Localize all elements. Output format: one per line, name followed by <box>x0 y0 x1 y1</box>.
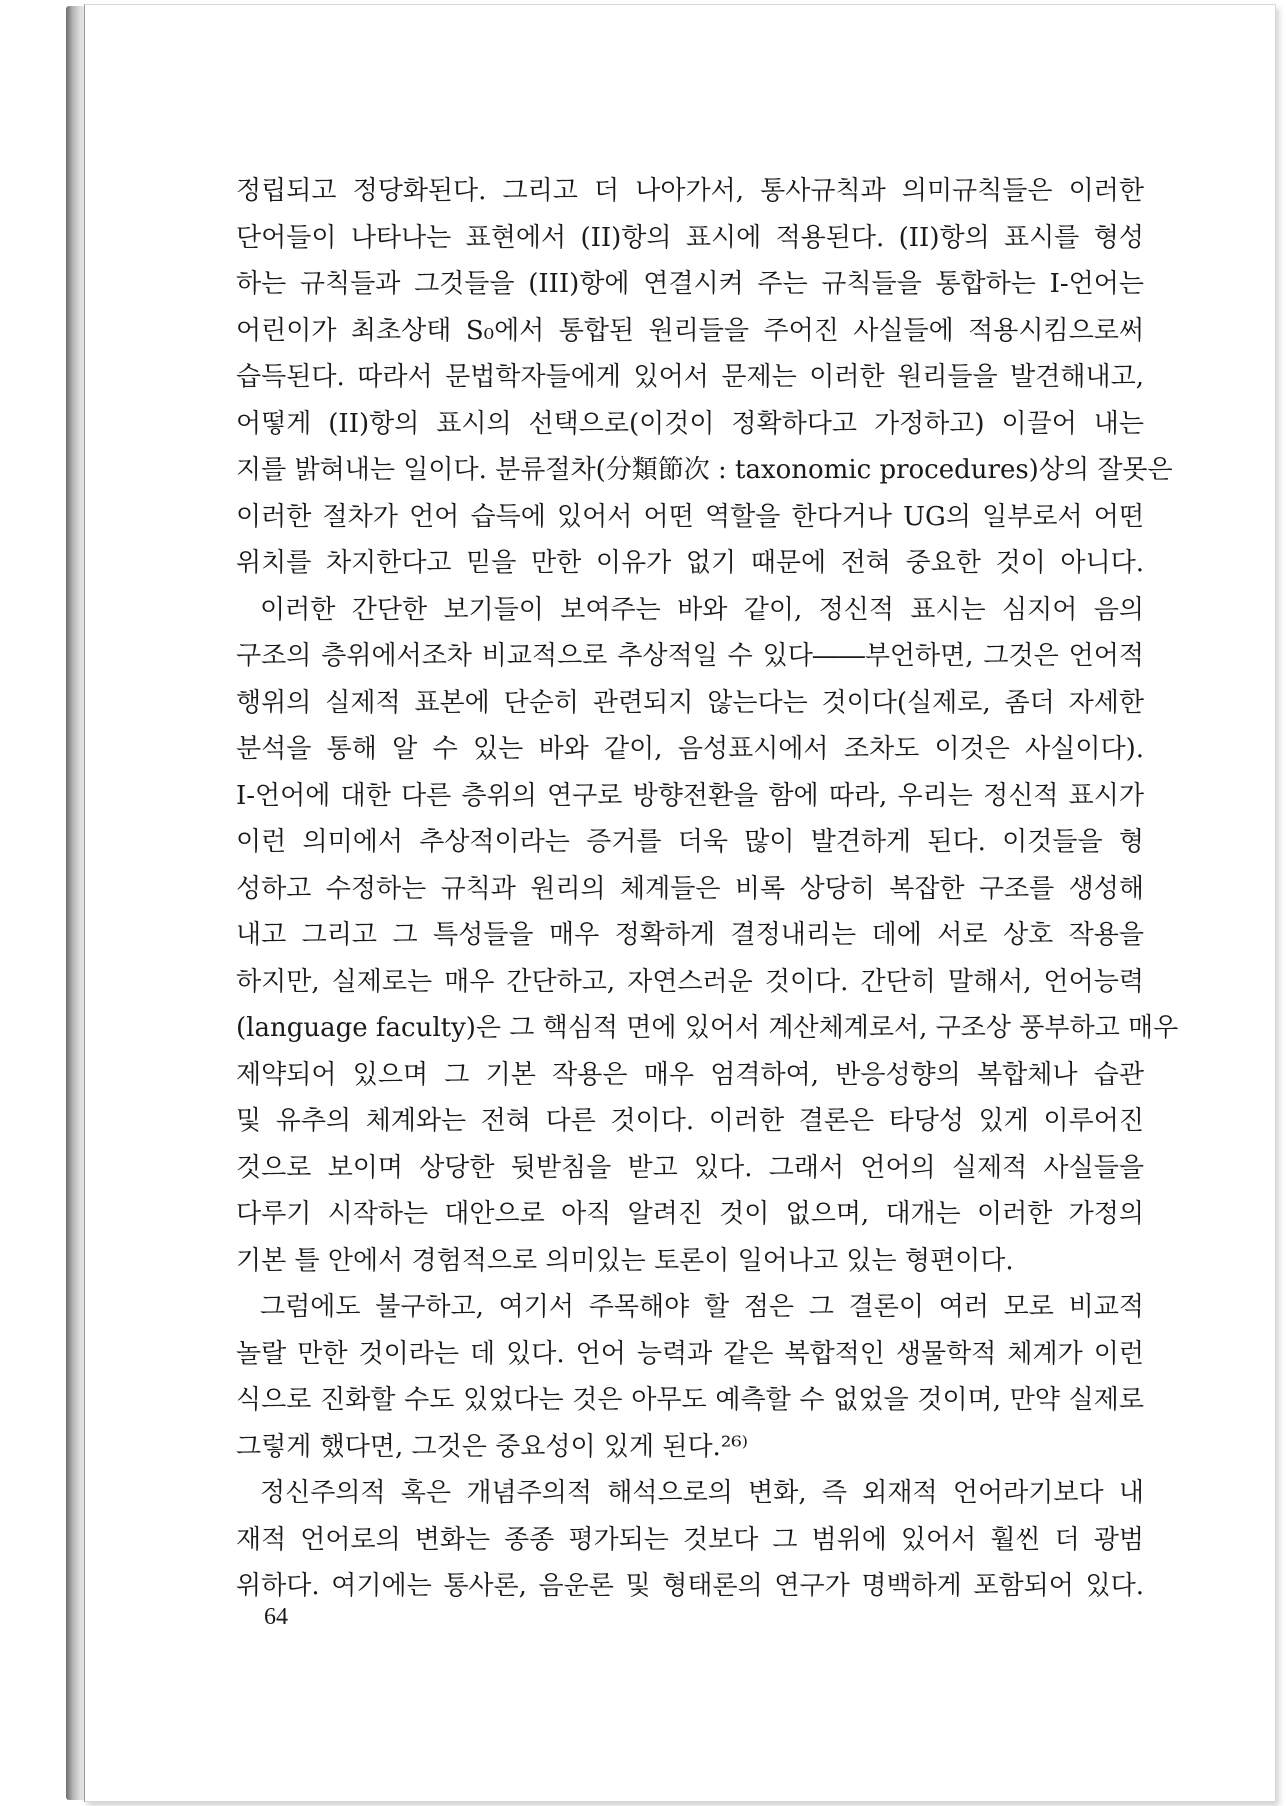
text-line: 놀랄 만한 것이라는 데 있다. 언어 능력과 같은 복합적인 생물학적 체계가 이런 <box>236 1338 1144 1369</box>
text-line: 행위의 실제적 표본에 단순히 관련되지 않는다는 것이다(실제로, 좀더 자세한 <box>236 687 1144 718</box>
text-line: 단어들이 나타나는 표현에서 (II)항의 표시에 적용된다. (II)항의 표시를 형성 <box>236 222 1144 253</box>
text-line: 성하고 수정하는 규칙과 원리의 체계들은 비록 상당히 복잡한 구조를 생성해 <box>236 873 1144 904</box>
text-line: 및 유추의 체계와는 전혀 다른 것이다. 이러한 결론은 타당성 있게 이루어진 <box>236 1106 1144 1136</box>
text-line: 지를 밝혀내는 일이다. 분류절차(分類節次 : taxonomic procedures)상의 잘못은 <box>236 455 1173 485</box>
text-line: 위치를 차지한다고 믿을 만한 이유가 없기 때문에 전혀 중요한 것이 아니다. <box>236 548 1144 578</box>
text-line: I-언어에 대한 다른 층위의 연구로 방향전환을 함에 따라, 우리는 정신적 표시가 <box>236 780 1144 811</box>
book-spine <box>66 6 86 1800</box>
text-line: 어떻게 (II)항의 표시의 선택으로(이것이 정확하다고 가정하고) 이끌어 내는 <box>236 408 1144 439</box>
text-line: 기본 틀 안에서 경험적으로 의미있는 토론이 일어나고 있는 형편이다. <box>236 1245 1014 1276</box>
text-line: 내고 그리고 그 특성들을 매우 정확하게 결정내리는 데에 서로 상호 작용을 <box>236 920 1144 950</box>
text-line: 이러한 절차가 언어 습득에 있어서 어떤 역할을 한다거나 UG의 일부로서 어떤 <box>236 501 1144 532</box>
text-line: 다루기 시작하는 대안으로 아직 알려진 것이 없으며, 대개는 이러한 가정의 <box>236 1199 1144 1229</box>
text-line: 위하다. 여기에는 통사론, 음운론 및 형태론의 연구가 명백하게 포함되어 있다. <box>236 1571 1144 1601</box>
text-line: 이러한 간단한 보기들이 보여주는 바와 같이, 정신적 표시는 심지어 음의 <box>260 594 1144 625</box>
text-line: 습득된다. 따라서 문법학자들에게 있어서 문제는 이러한 원리들을 발견해내고, <box>236 362 1144 392</box>
body-text <box>236 168 1179 1610</box>
text-line: 이런 의미에서 추상적이라는 증거를 더욱 많이 발견하게 된다. 이것들을 형 <box>236 827 1144 857</box>
text-line: 정립되고 정당화된다. 그리고 더 나아가서, 통사규칙과 의미규칙들은 이러한 <box>236 176 1144 206</box>
text-line: 것으로 보이며 상당한 뒷받침을 받고 있다. 그래서 언어의 실제적 사실들을 <box>236 1152 1144 1183</box>
text-line: 제약되어 있으며 그 기본 작용은 매우 엄격하여, 반응성향의 복합체나 습관 <box>236 1059 1144 1090</box>
text-line: 그렇게 했다면, 그것은 중요성이 있게 된다.²⁶⁾ <box>236 1431 749 1462</box>
text-line: 구조의 층위에서조차 비교적으로 추상적일 수 있다――부언하면, 그것은 언어적 <box>236 641 1144 671</box>
text-line: 그럼에도 불구하고, 여기서 주목해야 할 점은 그 결론이 여러 모로 비교적 <box>260 1292 1144 1322</box>
text-line: 정신주의적 혹은 개념주의적 해석으로의 변화, 즉 외재적 언어라기보다 내 <box>260 1478 1144 1508</box>
text-line: 식으로 진화할 수도 있었다는 것은 아무도 예측할 수 없었을 것이며, 만약 실제로 <box>236 1385 1144 1415</box>
page-number: 64 <box>264 1604 288 1630</box>
text-line: 어린이가 최초상태 S₀에서 통합된 원리들을 주어진 사실들에 적용시킴으로써 <box>236 315 1144 346</box>
text-line: 분석을 통해 알 수 있는 바와 같이, 음성표시에서 조차도 이것은 사실이다). <box>236 734 1144 764</box>
text-line: 하는 규칙들과 그것들을 (III)항에 연결시켜 주는 규칙들을 통합하는 I-언어는 <box>236 269 1144 299</box>
text-line: 하지만, 실제로는 매우 간단하고, 자연스러운 것이다. 간단히 말해서, 언어능력 <box>236 966 1144 997</box>
text-line: (language faculty)은 그 핵심적 면에 있어서 계산체계로서, 구조상 풍부하고 매우 <box>236 1013 1179 1043</box>
text-line: 재적 언어로의 변화는 종종 평가되는 것보다 그 범위에 있어서 훨씬 더 광범 <box>236 1524 1144 1555</box>
